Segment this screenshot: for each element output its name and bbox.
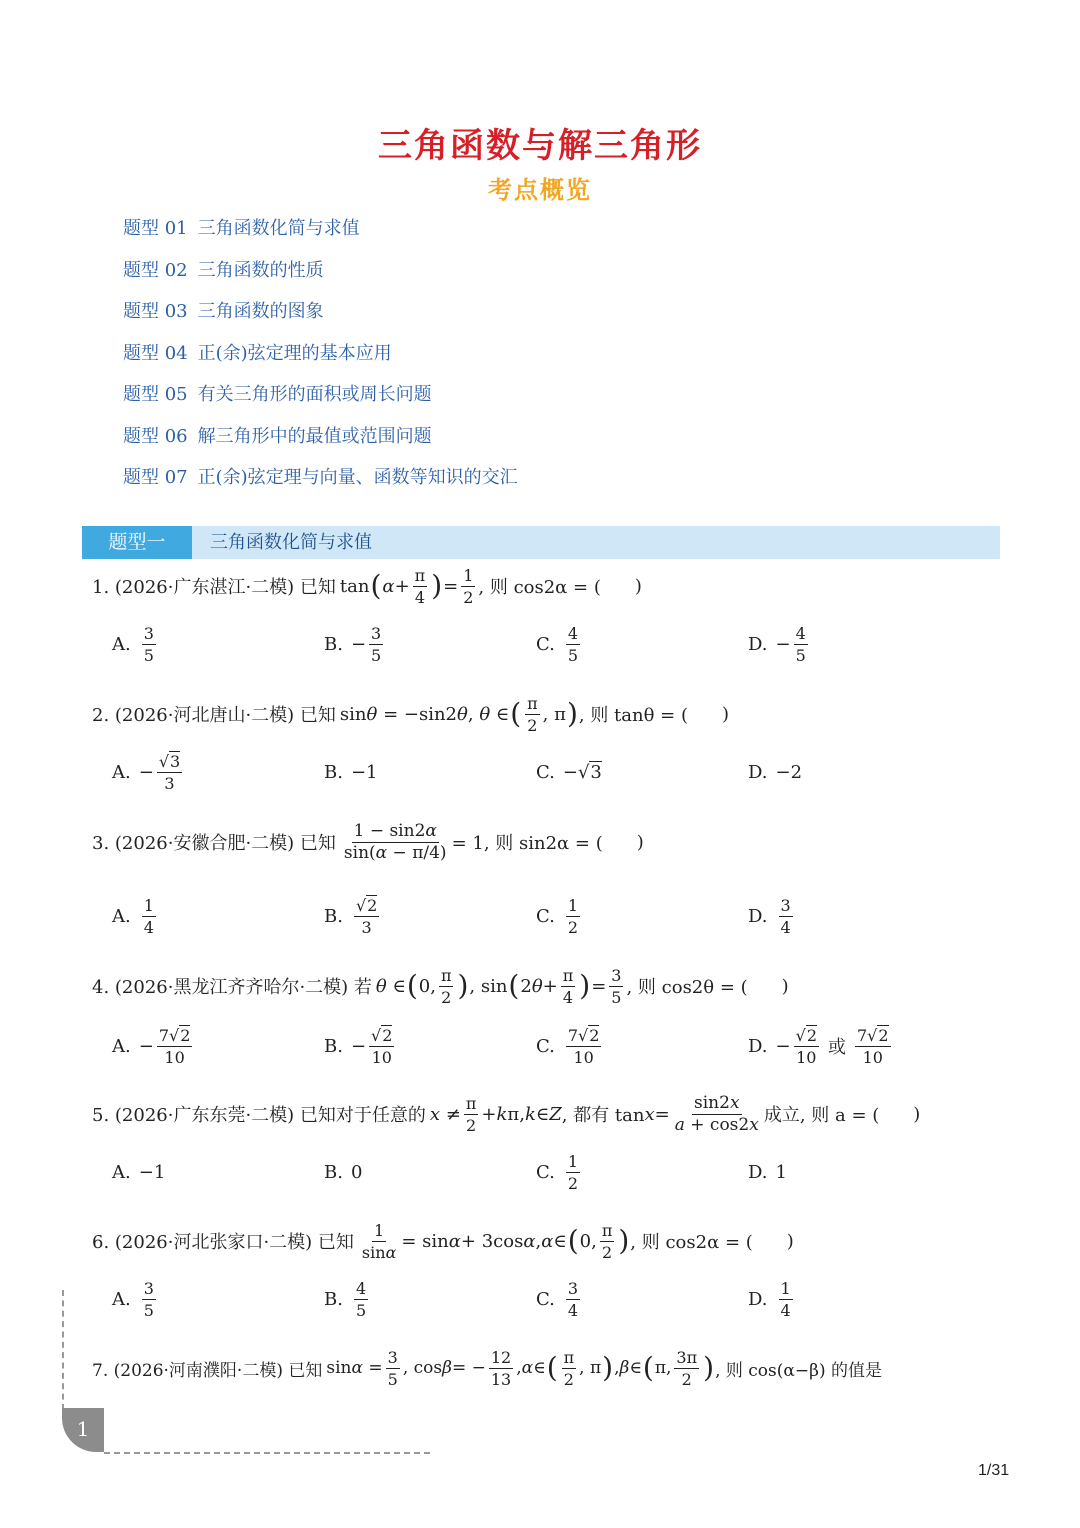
option-d[interactable]: D. 1 bbox=[748, 1161, 787, 1183]
option-d[interactable]: D. $\frac{1}{4}$ bbox=[748, 1278, 791, 1320]
toc-item[interactable]: 题型 04 正(余)弦定理的基本应用 bbox=[123, 342, 392, 364]
margin-guide-horizontal bbox=[104, 1452, 430, 1454]
question-3-options bbox=[112, 888, 992, 944]
option-a[interactable]: A. $\frac{1}{4}$ bbox=[112, 895, 154, 937]
question-3: 3. (2026·安徽合肥·二模) 已知 $\frac{1 - \sin 2\alpha}{\sin(\alpha - \pi/4)}$ = 1, 则 sin2α = ( ) bbox=[92, 820, 644, 863]
section-tab: 题型一 bbox=[82, 526, 192, 559]
section-title: 三角函数化简与求值 bbox=[210, 532, 372, 553]
question-6-options bbox=[112, 1271, 992, 1327]
option-c[interactable]: C. $\frac{3}{4}$ bbox=[536, 1278, 579, 1320]
option-b[interactable]: B. 0 bbox=[324, 1161, 363, 1183]
toc-item[interactable]: 题型 06 解三角形中的最值或范围问题 bbox=[123, 425, 432, 447]
document-subtitle: 考点概览 bbox=[488, 176, 592, 204]
page-number-tab: 1 bbox=[62, 1408, 104, 1452]
section-header bbox=[82, 526, 1000, 559]
question-7: 7. (2026·河南濮阳·二模) 已知 sinα = $\frac{3}{5}$ , cos β = − $\frac{12}{13}$ , α ∈ ( $\frac{\pi}{2}$ , π ) , β ∈ ( π, $\frac{3\pi}{2}$ ) , 则 cos(α−β) 的值是 bbox=[92, 1347, 882, 1389]
toc-item[interactable]: 题型 01 三角函数化简与求值 bbox=[123, 218, 360, 239]
question-1: 1. (2026·广东湛江·二模) 已知 tan ( α + $\frac{\pi}{4}$ ) = $\frac{1}{2}$ , 则 cos2α = ( ) bbox=[92, 565, 642, 607]
page-counter: 1/31 bbox=[978, 1462, 1010, 1479]
question-5-options bbox=[112, 1144, 992, 1200]
option-a[interactable]: A. − $\frac{7√2}{10}$ bbox=[112, 1025, 191, 1067]
option-b[interactable]: B. $\frac{√2}{3}$ bbox=[324, 895, 378, 937]
option-a[interactable]: A. $\frac{3}{5}$ bbox=[112, 623, 154, 665]
question-2-options bbox=[112, 744, 992, 800]
question-1-options bbox=[112, 616, 992, 672]
toc-item[interactable]: 题型 07 正(余)弦定理与向量、函数等知识的交汇 bbox=[123, 467, 518, 488]
question-2: 2. (2026·河北唐山·二模) 已知 sinθ = −sin2θ, θ ∈ ( $\frac{\pi}{2}$ , π ) , 则 tanθ = ( ) bbox=[92, 693, 730, 735]
document-title: 三角函数与解三角形 bbox=[378, 126, 702, 166]
option-b[interactable]: B. $\frac{4}{5}$ bbox=[324, 1278, 367, 1320]
option-c[interactable]: C. $\frac{4}{5}$ bbox=[536, 623, 579, 665]
toc-item[interactable]: 题型 05 有关三角形的面积或周长问题 bbox=[123, 384, 432, 405]
margin-guide-vertical bbox=[62, 1290, 64, 1410]
toc-item[interactable]: 题型 02 三角函数的性质 bbox=[123, 259, 324, 281]
option-c[interactable]: C. −√ 3 bbox=[536, 761, 602, 783]
option-d[interactable]: D. $\frac{3}{4}$ bbox=[748, 895, 791, 937]
option-c[interactable]: C. $\frac{1}{2}$ bbox=[536, 895, 579, 937]
option-b[interactable]: B. − $\frac{3}{5}$ bbox=[324, 623, 382, 665]
option-a[interactable]: A. $\frac{3}{5}$ bbox=[112, 1278, 154, 1320]
option-a[interactable]: A. −1 bbox=[112, 1161, 166, 1183]
option-d[interactable]: D. −2 bbox=[748, 761, 803, 783]
option-a[interactable]: A. − $\frac{√3}{3}$ bbox=[112, 751, 181, 793]
toc-list bbox=[123, 214, 518, 505]
option-b[interactable]: B. −1 bbox=[324, 761, 378, 783]
question-6: 6. (2026·河北张家口·二模) 已知 $\frac{1}{\sin\alpha}$ = sin α + 3cos α , α ∈ ( 0, $\frac{\pi}{2}$ ) , 则 cos2α = ( ) bbox=[92, 1220, 794, 1262]
option-d[interactable]: D. − $\frac{4}{5}$ bbox=[748, 623, 806, 665]
option-c[interactable]: C. $\frac{1}{2}$ bbox=[536, 1151, 579, 1193]
option-d[interactable]: D. − $\frac{√2}{10}$ 或 $\frac{7√2}{10}$ bbox=[748, 1025, 889, 1067]
question-4: 4. (2026·黑龙江齐齐哈尔·二模) 若 θ ∈ ( 0, $\frac{\pi}{2}$ ) , sin ( 2 θ + $\frac{\pi}{4}$ ) = $\frac{3}{5}$ , 则 cos2θ = ( ) bbox=[92, 965, 789, 1007]
option-b[interactable]: B. − $\frac{√2}{10}$ bbox=[324, 1025, 393, 1067]
question-5: 5. (2026·广东东莞·二模) 已知对于任意的 x ≠ $\frac{\pi}{2}$ + k π, k ∈ Z , 都有 tan x = $\frac{\sin 2x}{a + \cos 2x}$ 成立, 则 a = ( ) bbox=[92, 1092, 921, 1135]
option-c[interactable]: C. $\frac{7√2}{10}$ bbox=[536, 1025, 600, 1067]
question-4-options bbox=[112, 1018, 992, 1074]
toc-item[interactable]: 题型 03 三角函数的图象 bbox=[123, 301, 324, 322]
